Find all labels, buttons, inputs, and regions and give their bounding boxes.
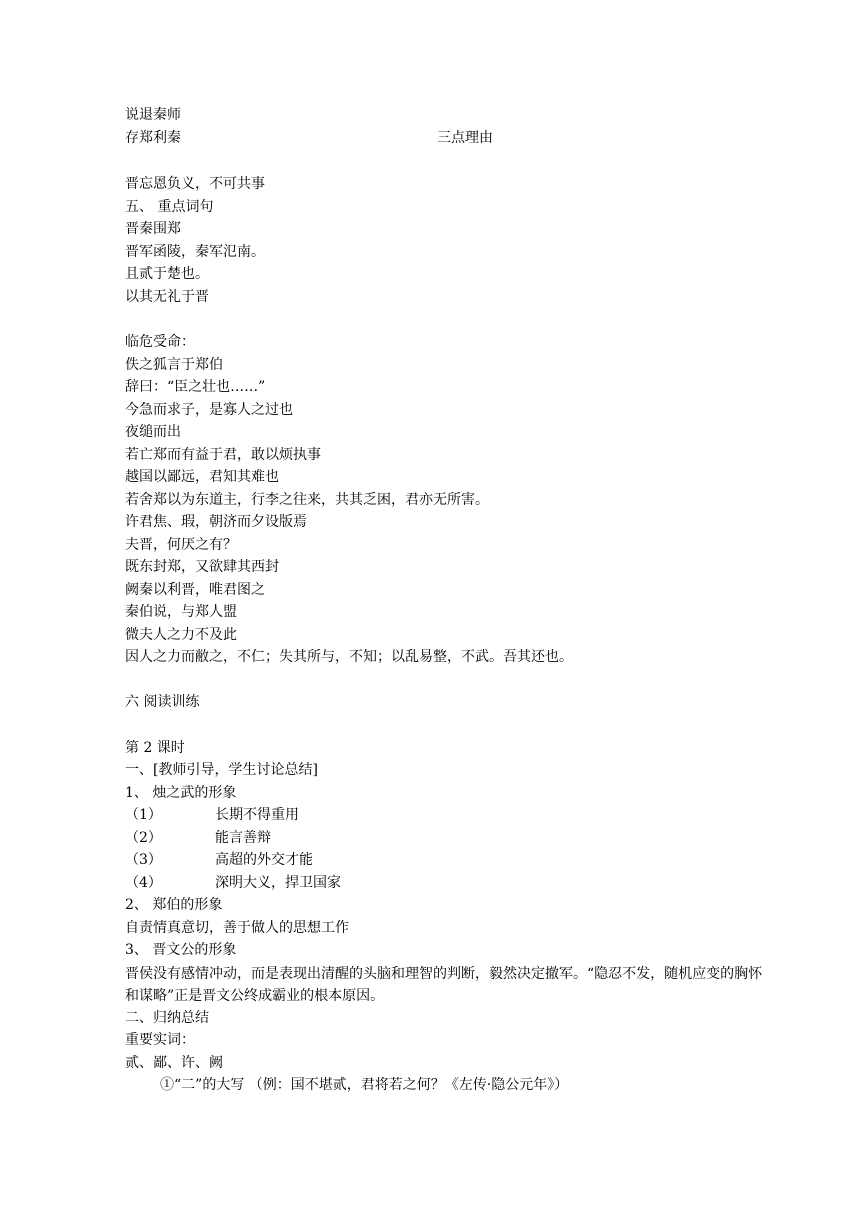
text-line: 微夫人之力不及此 [125, 627, 237, 643]
list-number: （3） [125, 852, 162, 868]
text-line: 2、 郑伯的形象 [125, 897, 223, 913]
text-line: 许君焦、瑕，朝济而夕设版焉 [125, 514, 307, 530]
text-line: 晋军函陵，秦军氾南。 [125, 244, 265, 260]
list-item [125, 828, 271, 848]
list-text: 长期不得重用 [215, 807, 299, 823]
text-line: 若舍郑以为东道主，行李之往来，共其乏困，君亦无所害。 [125, 492, 489, 508]
text-line: 越国以鄙远，君知其难也 [125, 469, 279, 485]
text-line: 三点理由 [437, 130, 493, 146]
text-line: 辞曰：“臣之壮也……” [125, 379, 266, 395]
text-line: 一、[教师引导，学生讨论总结] [125, 762, 318, 778]
list-text: 深明大义，捍卫国家 [215, 875, 341, 891]
text-line: 说退秦师 [125, 107, 181, 123]
text-line: 3、 晋文公的形象 [125, 942, 237, 958]
list-item [125, 873, 341, 893]
text-line: 既东封郑，又欲肆其西封 [125, 559, 279, 575]
text-segment: 存郑利秦 [125, 130, 181, 146]
section-heading: 六 阅读训练 [125, 694, 200, 710]
text-line [125, 128, 181, 148]
text-line: 夜缒而出 [125, 424, 181, 440]
text-line: 阙秦以利晋，唯君图之 [125, 582, 265, 598]
text-line: 晋忘恩负义，不可共事 [125, 176, 265, 192]
text-line: 二、归纳总结 [125, 1010, 209, 1026]
text-line: 今急而求子，是寡人之过也 [125, 402, 293, 418]
text-line: 晋秦围郑 [125, 221, 181, 237]
text-line: 秦伯说，与郑人盟 [125, 604, 237, 620]
list-number: （1） [125, 807, 162, 823]
paragraph: 晋侯没有感情冲动，而是表现出清醒的头脑和理智的判断，毅然决定撤军。“隐忍不发，随机应变的胸怀和谋略”正是晋文公终成霸业的根本原因。 [125, 966, 763, 1004]
list-item [125, 850, 313, 870]
text-line: ①“二”的大写 （例：国不堪贰，君将若之何？《左传·隐公元年》） [160, 1077, 569, 1093]
text-line: 自责情真意切，善于做人的思想工作 [125, 920, 349, 936]
text-line: 且贰于楚也。 [125, 266, 209, 282]
list-number: （2） [125, 830, 162, 846]
text-line: 贰、鄙、许、阙 [125, 1055, 223, 1071]
list-text: 能言善辩 [215, 830, 271, 846]
text-line: 若亡郑而有益于君，敢以烦执事 [125, 447, 321, 463]
text-line: 以其无礼于晋 [125, 289, 209, 305]
list-text: 高超的外交才能 [215, 852, 313, 868]
section-heading: 五、 重点词句 [125, 199, 214, 215]
list-item [125, 805, 299, 825]
list-number: （4） [125, 875, 162, 891]
text-line: 重要实词： [125, 1032, 195, 1048]
text-line: 因人之力而敝之，不仁；失其所与，不知；以乱易整，不武。吾其还也。 [125, 649, 573, 665]
section-heading: 第 2 课时 [125, 740, 185, 756]
text-line: 临危受命： [125, 334, 195, 350]
text-line: 佚之狐言于郑伯 [125, 357, 223, 373]
text-line: 1、 烛之武的形象 [125, 785, 237, 801]
text-line: 夫晋，何厌之有？ [125, 537, 237, 553]
